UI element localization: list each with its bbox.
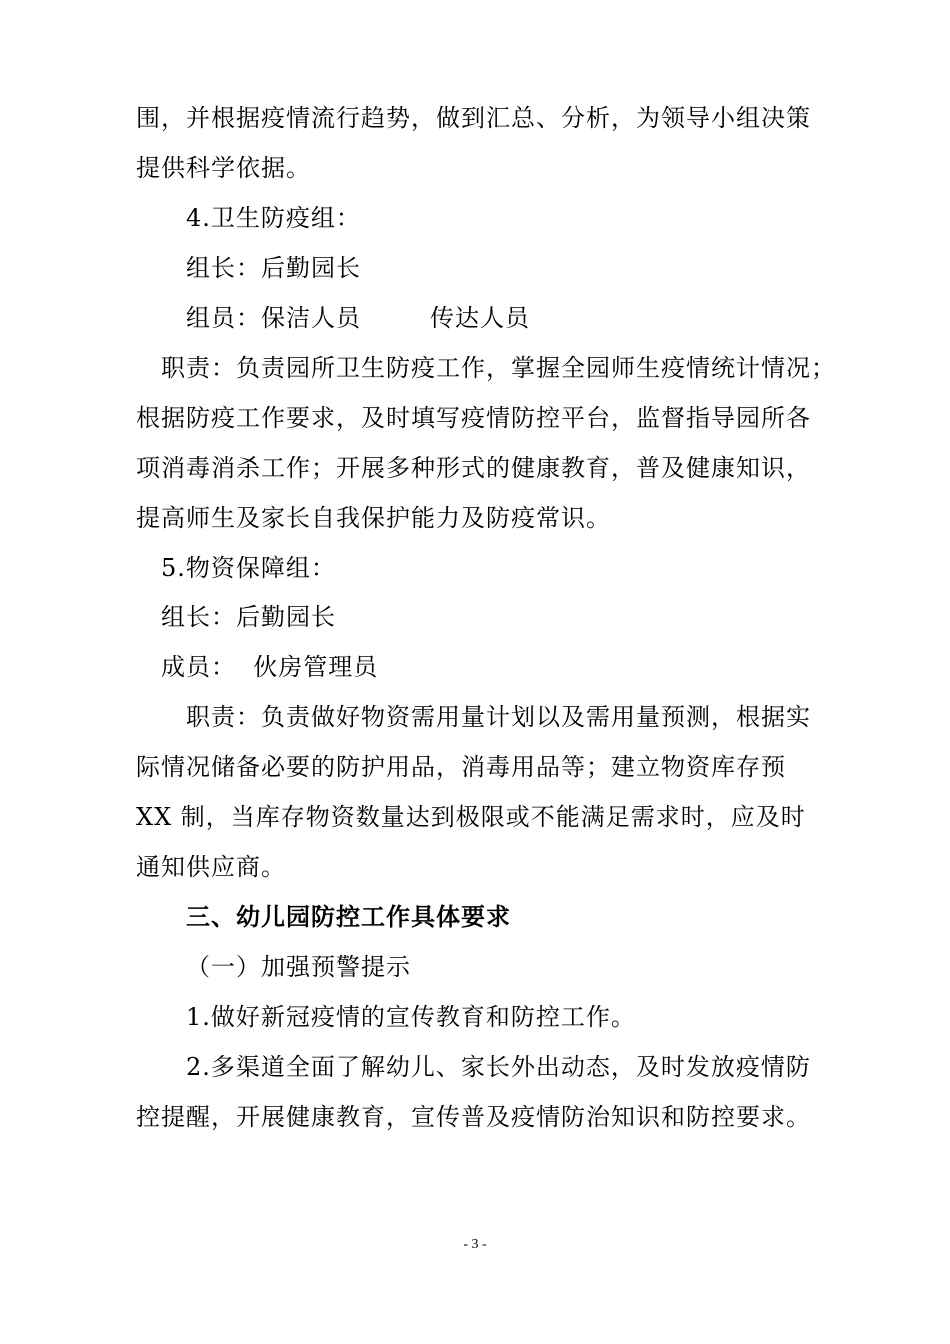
- body-text-line: 控提醒，开展健康教育，宣传普及疫情防治知识和防控要求。: [136, 1103, 811, 1131]
- body-text-line: 组长：后勤园长: [161, 603, 336, 631]
- body-text-line: 根据防疫工作要求，及时填写疫情防控平台，监督指导园所各: [136, 404, 811, 432]
- body-text-line: 围，并根据疫情流行趋势，做到汇总、分析，为领导小组决策: [136, 104, 811, 132]
- body-text-line: 际情况储备必要的防护用品，消毒用品等；建立物资库存预: [136, 753, 786, 781]
- body-text-line: 提供科学依据。: [136, 154, 311, 182]
- body-text-line: 组长：后勤园长: [186, 254, 361, 282]
- body-text-line: 提高师生及家长自我保护能力及防疫常识。: [136, 504, 611, 532]
- section-subheading: （一）加强预警提示: [186, 953, 411, 981]
- body-text-line: XX 制，当库存物资数量达到极限或不能满足需求时，应及时: [136, 803, 806, 831]
- section-subheading: 4.卫生防疫组：: [186, 204, 361, 232]
- body-text-line: 项消毒消杀工作；开展多种形式的健康教育，普及健康知识，: [136, 454, 811, 482]
- body-text-line: 组员：保洁人员 传达人员: [186, 304, 531, 332]
- body-text-line: 通知供应商。: [136, 853, 286, 881]
- body-text-line: 职责：负责园所卫生防疫工作，掌握全园师生疫情统计情况；: [161, 354, 836, 382]
- body-text-line: 1.做好新冠疫情的宣传教育和防控工作。: [186, 1003, 636, 1031]
- body-text-line: 成员： 伙房管理员: [161, 653, 379, 681]
- section-heading: 三、幼儿园防控工作具体要求: [186, 902, 511, 931]
- body-text-line: 职责：负责做好物资需用量计划以及需用量预测，根据实: [186, 703, 811, 731]
- page-number: - 3 -: [463, 1237, 487, 1252]
- section-subheading: 5.物资保障组：: [161, 554, 336, 582]
- body-text-line: 2.多渠道全面了解幼儿、家长外出动态，及时发放疫情防: [186, 1053, 811, 1081]
